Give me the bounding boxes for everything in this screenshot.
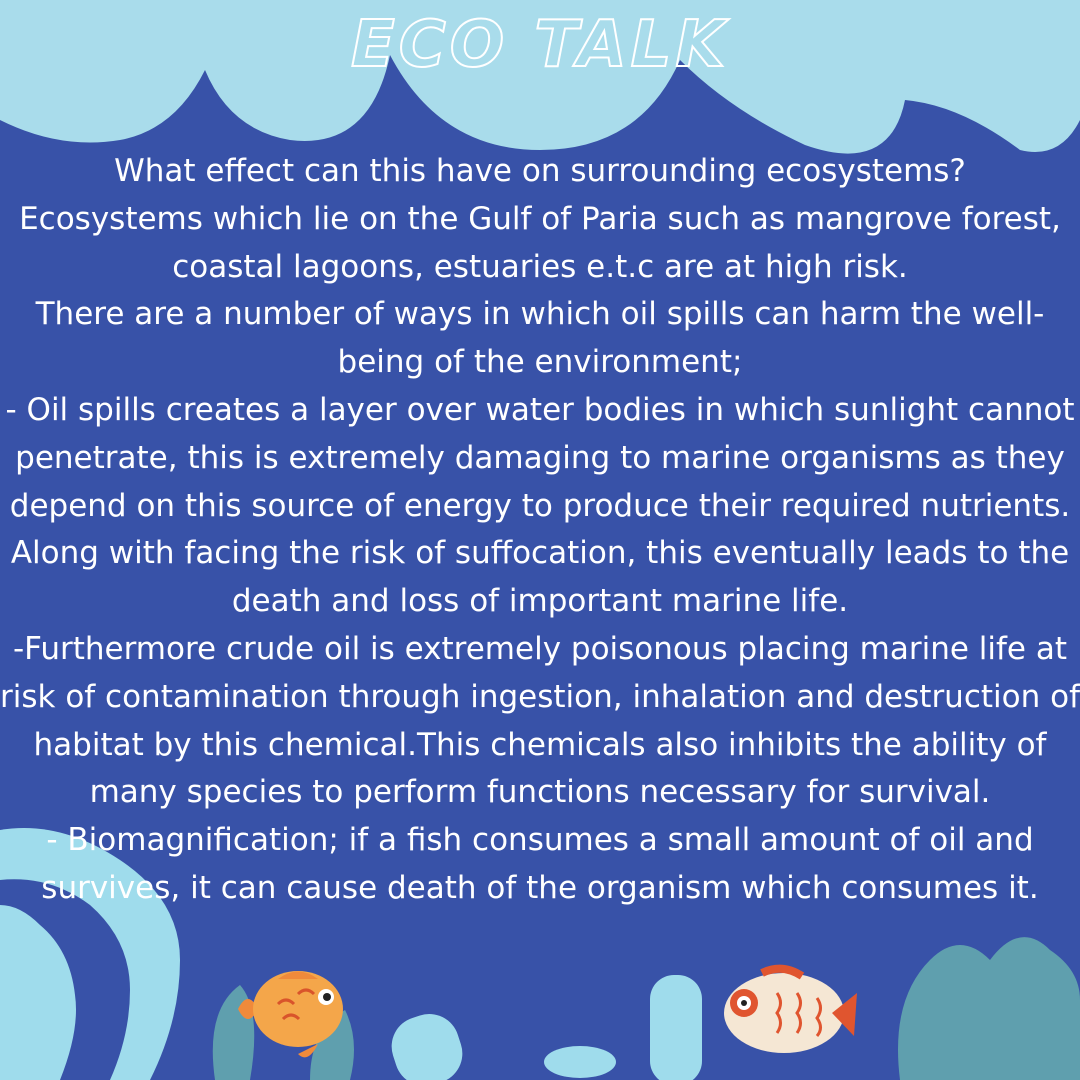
question-text: What effect can this have on surrounding ecosystems? bbox=[114, 153, 966, 189]
tube-coral-1-icon bbox=[384, 1006, 470, 1080]
lead-text: There are a number of ways in which oil spills can harm the well-being of the environment; bbox=[35, 296, 1045, 381]
tube-coral-3-icon bbox=[544, 1046, 616, 1078]
fish-cream-icon bbox=[724, 969, 857, 1053]
intro-text: Ecosystems which lie on the Gulf of Paria such as mangrove forest, coastal lagoons, estuaries e.t.c are at high risk. bbox=[19, 200, 1061, 285]
point-biomagnification: - Biomagnification; if a fish consumes a small amount of oil and survives, it can cause death of the organism which consumes it. bbox=[41, 822, 1039, 906]
page-title: ECO TALK bbox=[351, 8, 729, 82]
article-body bbox=[0, 148, 1080, 913]
tube-coral-2-icon bbox=[650, 975, 702, 1080]
point-sunlight: - Oil spills creates a layer over water bodies in which sunlight cannot penetrate, this is extremely damaging to marine organisms as they depend on this source of energy to produce their required nutrients. Along with facing the risk of suffocation, this eventually leads to the death and loss of important marine life. bbox=[5, 391, 1075, 620]
point-poison: -Furthermore crude oil is extremely poisonous placing marine life at risk of contamination through ingestion, inhalation and destruction of habitat by this chemical.This chemicals also inhibits the ability of many species to perform functions necessary for survival. bbox=[0, 630, 1080, 811]
coral-right-icon bbox=[898, 937, 1080, 1080]
